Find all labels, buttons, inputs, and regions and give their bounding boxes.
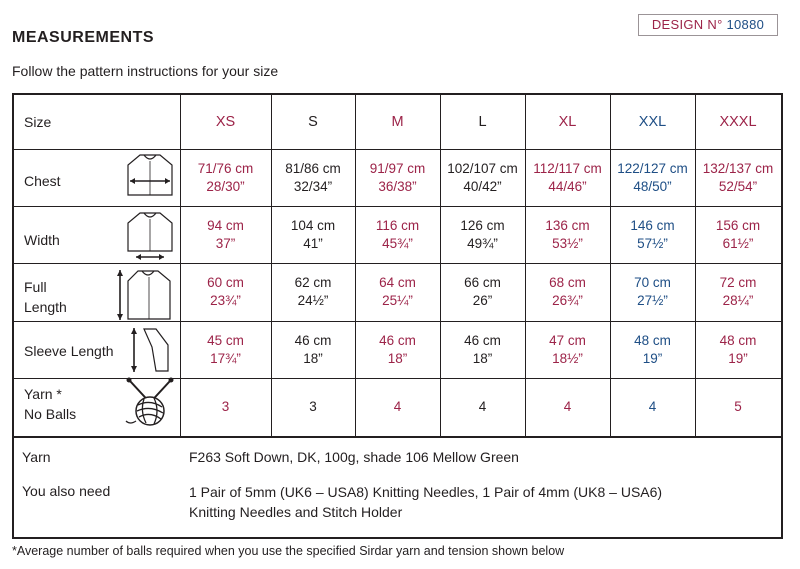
also-need-line: Knitting Needles and Stitch Holder [189, 504, 403, 520]
value-cell [271, 217, 355, 253]
column-divider [355, 95, 356, 436]
design-number-box [638, 14, 778, 36]
value-cell [180, 217, 271, 253]
value-cell [695, 217, 781, 253]
size-header-xl: XL [558, 114, 577, 130]
also-need-value [189, 482, 662, 522]
row-label-line: No Balls [24, 406, 77, 422]
value-line: 45 cm [207, 332, 244, 348]
value-line: 19” [728, 350, 748, 366]
column-divider [695, 95, 696, 436]
column-divider [525, 95, 526, 436]
value-line: 18” [303, 350, 323, 366]
value-cell [271, 274, 355, 310]
value-cell [440, 274, 525, 310]
value-line: 46 cm [379, 332, 416, 348]
value-cell [695, 332, 781, 368]
value-line: 61½” [722, 235, 754, 251]
size-header-s: S [308, 114, 318, 130]
value-line: 49¾” [467, 235, 498, 251]
value-line: 25¼” [382, 293, 413, 308]
value-line: 40/42” [463, 178, 502, 194]
value-cell [180, 398, 271, 416]
row-label-full-length [24, 277, 67, 317]
value-line: 26” [472, 293, 493, 308]
value-cell [355, 332, 440, 368]
value-line: 81/86 cm [285, 160, 341, 176]
value-line: 146 cm [630, 217, 675, 233]
design-number: 10880 [726, 17, 765, 32]
value-cell [440, 217, 525, 253]
value-line: 104 cm [290, 217, 336, 233]
value-line: 3 [221, 399, 230, 414]
value-line: 53½” [552, 235, 583, 251]
value-line: 47 cm [549, 332, 586, 348]
row-divider [14, 149, 781, 150]
chest-measure-icon [122, 151, 178, 199]
value-line: 46 cm [464, 332, 501, 348]
value-line: 116 cm [375, 217, 420, 233]
value-line: 94 cm [207, 217, 244, 233]
value-cell [610, 217, 695, 253]
row-label-line: Full [24, 279, 47, 295]
value-line: 3 [309, 399, 317, 414]
value-cell [180, 274, 271, 310]
value-line: 91/97 cm [369, 160, 426, 176]
value-line: 126 cm [460, 217, 505, 233]
value-line: 28/30” [206, 178, 245, 194]
value-cell [695, 160, 781, 196]
value-cell [180, 160, 271, 196]
value-cell [355, 274, 440, 310]
yarn-label: Yarn [22, 449, 51, 465]
value-line: 18” [387, 350, 408, 366]
value-cell [180, 332, 271, 368]
value-cell [525, 217, 610, 253]
width-measure-icon [122, 209, 178, 261]
value-line: 36/38” [378, 178, 417, 194]
size-header-xs: XS [215, 114, 236, 130]
value-line: 46 cm [294, 332, 332, 348]
row-divider [14, 206, 781, 207]
value-line: 72 cm [719, 275, 757, 290]
value-cell [525, 160, 610, 196]
value-line: 24½” [297, 293, 329, 308]
value-cell [355, 160, 440, 196]
value-line: 45¾” [382, 235, 413, 251]
column-divider [180, 95, 181, 436]
value-line: 136 cm [545, 217, 590, 233]
row-label-chest: Chest [24, 173, 61, 189]
value-line: 4 [393, 399, 402, 414]
value-cell [525, 332, 610, 368]
row-label-width: Width [24, 232, 60, 248]
value-line: 132/137 cm [702, 160, 774, 176]
value-line: 37” [215, 235, 236, 251]
value-line: 122/127 cm [617, 160, 688, 176]
subtitle: Follow the pattern instructions for your size [12, 63, 279, 79]
yarn-value: F263 Soft Down, DK, 100g, shade 106 Mellow Green [189, 449, 519, 465]
value-cell [271, 332, 355, 368]
measurements-table [12, 93, 783, 539]
value-line: 48/50” [633, 178, 672, 194]
value-cell [610, 274, 695, 310]
page-title: MEASUREMENTS [12, 29, 155, 46]
value-cell [610, 398, 695, 416]
size-header-m: M [391, 114, 404, 130]
value-line: 27½” [637, 293, 668, 308]
row-label-line: Yarn * [24, 386, 62, 402]
value-line: 112/117 cm [533, 160, 602, 176]
column-divider [610, 95, 611, 436]
value-cell [355, 217, 440, 253]
row-label-sleeve-length: Sleeve Length [24, 343, 114, 359]
value-line: 52/54” [718, 178, 758, 194]
row-label-yarn-balls [24, 384, 76, 424]
column-divider [440, 95, 441, 436]
value-line: 41” [303, 235, 323, 251]
length-measure-icon [114, 267, 178, 323]
value-line: 19” [642, 350, 663, 366]
value-cell [440, 332, 525, 368]
also-need-line: 1 Pair of 5mm (UK6 – USA8) Knitting Needles, 1 Pair of 4mm (UK8 – USA6) [189, 484, 663, 500]
value-cell [525, 398, 610, 416]
value-line: 44/46” [548, 178, 587, 194]
value-line: 23¾” [210, 293, 241, 308]
value-cell [355, 398, 440, 416]
value-cell [271, 398, 355, 416]
value-cell [440, 160, 525, 196]
value-cell [610, 160, 695, 196]
value-line: 18½” [552, 350, 583, 366]
value-line: 4 [563, 399, 572, 414]
value-line: 60 cm [207, 275, 244, 290]
value-line: 70 cm [634, 275, 671, 290]
size-header-l: L [478, 114, 487, 130]
value-line: 5 [734, 399, 742, 414]
value-cell [695, 398, 781, 416]
row-divider [14, 263, 781, 264]
column-divider [271, 95, 272, 436]
row-label-line: Length [24, 299, 67, 315]
value-line: 57½” [637, 235, 668, 251]
value-line: 156 cm [715, 217, 761, 233]
value-line: 68 cm [549, 275, 586, 290]
value-line: 62 cm [294, 275, 332, 290]
footnote: *Average number of balls required when you use the specified Sirdar yarn and tension shown below [12, 544, 565, 558]
value-line: 48 cm [719, 332, 757, 348]
size-header-xxl: XXL [638, 114, 667, 130]
value-cell [610, 332, 695, 368]
value-line: 71/76 cm [197, 160, 254, 176]
value-line: 64 cm [379, 275, 416, 290]
yarn-ball-needles-icon [124, 377, 176, 429]
value-line: 48 cm [634, 332, 671, 348]
design-label: DESIGN N° [651, 17, 723, 32]
value-cell [695, 274, 781, 310]
value-line: 4 [648, 399, 657, 414]
row-divider [14, 436, 781, 438]
value-line: 26¾” [552, 293, 583, 308]
value-line: 17¾” [210, 350, 241, 366]
value-cell [525, 274, 610, 310]
size-header-label: Size [24, 114, 52, 130]
value-line: 102/107 cm [447, 160, 518, 176]
value-line: 28¼” [722, 293, 754, 308]
value-line: 4 [478, 399, 487, 414]
value-line: 32/34” [293, 178, 333, 194]
value-line: 66 cm [464, 275, 501, 290]
also-need-label: You also need [22, 483, 111, 499]
value-cell [271, 160, 355, 196]
sleeve-measure-icon [122, 325, 178, 375]
value-cell [440, 398, 525, 416]
size-header-xxxl: XXXL [719, 114, 757, 130]
value-line: 18” [472, 350, 493, 366]
